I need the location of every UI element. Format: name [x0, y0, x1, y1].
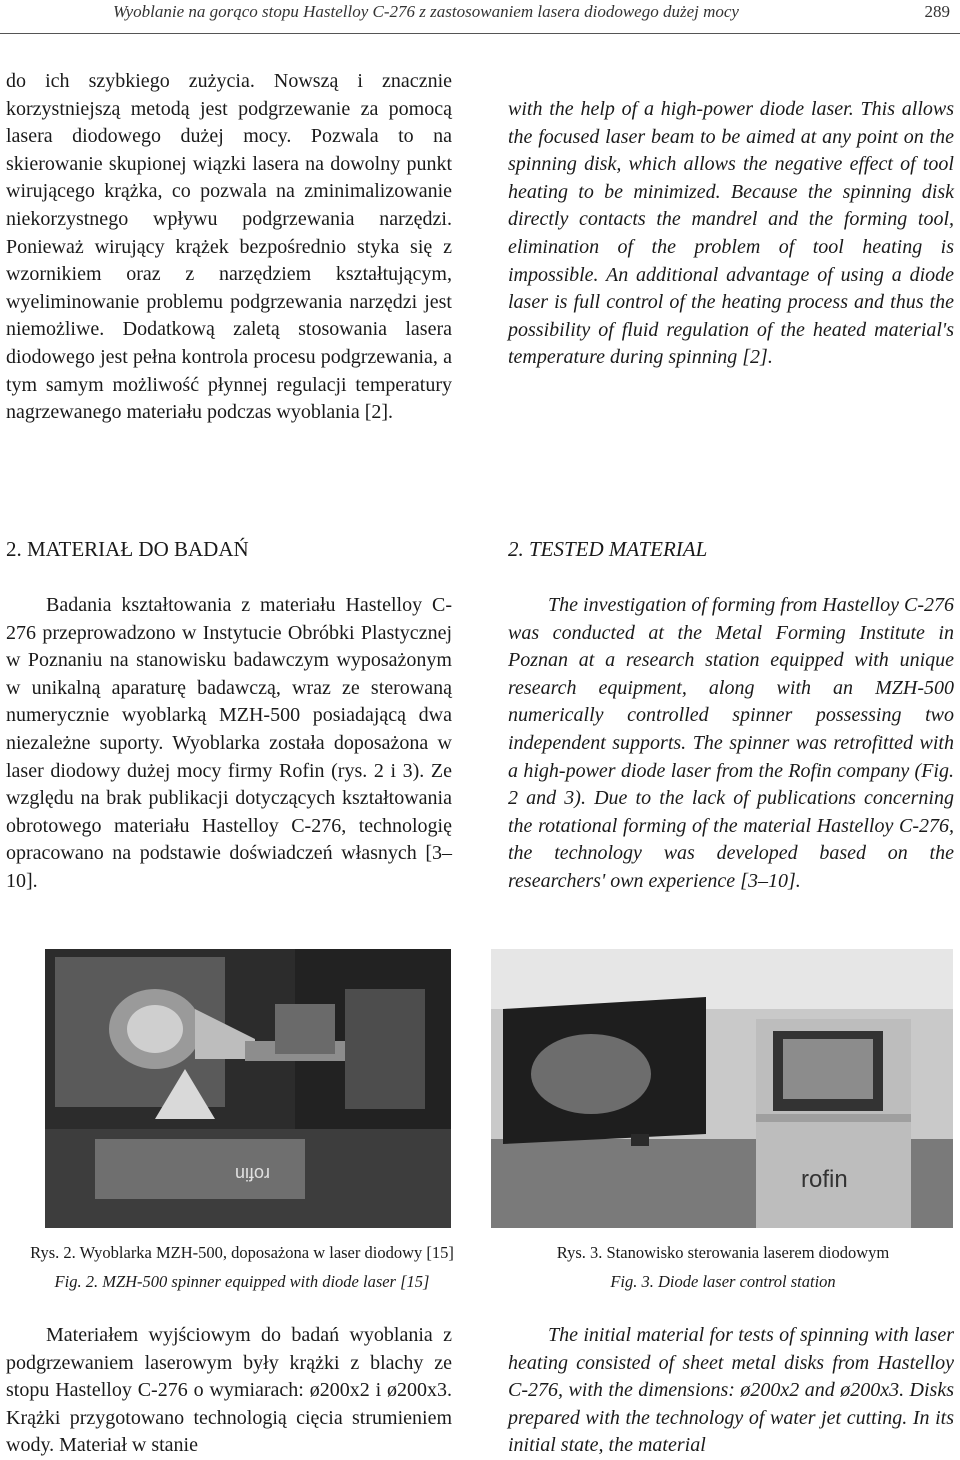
figure3-caption-pl: Rys. 3. Stanowisko sterowania laserem diodowym: [556, 1243, 890, 1262]
page-number: 289: [924, 2, 950, 21]
right-section-paragraph: The investigation of forming from Hastelloy C-276 was conducted at the Metal Forming Institute in Poznan at a research station equipped with unique research equipment, along with an MZH-500 numerically controlled spinner possessing two independent supports. The spinner was retrofitted with a high-power diode laser from the Rofin company (Fig. 2 and 3). Due to the lack of publications concerning the rotational forming of the material Hastelloy C-276, the technology was developed based on the researchers' own experience [3–10].: [508, 594, 954, 892]
section-heading-pl: 2. MATERIAŁ DO BADAŃ: [6, 537, 249, 561]
right-final-block: [508, 1322, 954, 1460]
figure-control-station-photo: [491, 949, 953, 1228]
right-intro-paragraph: with the help of a high-power diode laser. This allows the focused laser beam to be aimed at any point on the spinning disk, which allows the negative effect of tool heating to be minimized. Because the spinning disk directly contacts the mandrel and the forming tool, elimination of the problem of tool heating is impossible. An additional advantage of using a diode laser is full control of the heating process and thus the possibility of fluid regulation of the heated material's temperature during spinning [2].: [508, 98, 954, 369]
right-section-block: [508, 592, 954, 896]
left-section-paragraph: Badania kształtowania z materiału Hastelloy C-276 przeprowadzono w Instytucie Obróbki Plastycznej w Poznaniu na stanowisku badawczym wyposażonym w unikalną aparaturę badawczą, wraz ze sterowaną numerycznie wyoblarką MZH-500 posiadającą dwa niezależne suporty. Wyoblarka została doposażona w laser diodowy dużej mocy firmy Rofin (rys. 2 i 3). Ze względu na brak publikacji dotyczących kształtowania obrotowego materiału Hastelloy C-276, technologię opracowano na podstawie doświadczeń własnych [3–10].: [6, 594, 452, 892]
left-intro-paragraph: do ich szybkiego zużycia. Nowszą i znacznie korzystniejszą metodą jest podgrzewanie za pomocą lasera diodowego dużej mocy. Pozwala to na skierowanie skupionej wiązki lasera na dowolny punkt wirującego krążka, co pozwala na zminimalizowanie niekorzystnego wpływu podgrzewania narzędzi. Ponieważ wirujący krążek bezpośrednio styka się z wzornikiem oraz z narzędziem kształtującym, wyeliminowanie problemu podgrzewania narzędzi jest niemożliwe. Dodatkową zaletą stosowania lasera diodowego jest pełna kontrola procesu podgrzewania, a tym samym możliwość płynnej regulacji temperatury nagrzewanego materiału podczas wyoblania [2].: [6, 70, 452, 424]
running-title: Wyoblanie na gorąco stopu Hastelloy C-276 z zastosowaniem lasera diodowego dużej mocy: [113, 2, 739, 21]
figure3-caption-en: Fig. 3. Diode laser control station: [610, 1272, 836, 1291]
left-final-paragraph: Materiałem wyjściowym do badań wyoblania z podgrzewaniem laserowym były krążki z blachy ze stopu Hastelloy C-276 o wymiarach: ø200x2 i ø200x3. Krążki przygotowano technologią cięcia strumieniem wody. Materiał w stanie: [6, 1324, 452, 1457]
figure2-caption-pl: Rys. 2. Wyoblarka MZH-500, doposażona w laser diodowy [15]: [30, 1243, 454, 1262]
rofin-label-station: rofin: [801, 1166, 848, 1193]
figure-spinner-photo: [45, 949, 451, 1228]
right-intro-block: [508, 96, 954, 372]
left-final-block: [6, 1322, 452, 1460]
left-section-block: [6, 592, 452, 896]
figure2-caption-en: Fig. 2. MZH-500 spinner equipped with diode laser [15]: [54, 1272, 430, 1291]
rofin-label-photo: rofin: [234, 1164, 270, 1184]
spinner-machine-illustration: [45, 949, 451, 1228]
running-header: [0, 0, 960, 34]
left-intro-block: [6, 68, 452, 427]
right-final-paragraph: The initial material for tests of spinning with laser heating consisted of sheet metal disks from Hastelloy C-276, with the dimensions: ø200x2 and ø200x3. Disks prepared with the technology of water jet cutting. In its initial state, the material: [508, 1324, 954, 1457]
control-station-illustration: [491, 949, 953, 1228]
section-heading-en: 2. TESTED MATERIAL: [508, 537, 708, 561]
